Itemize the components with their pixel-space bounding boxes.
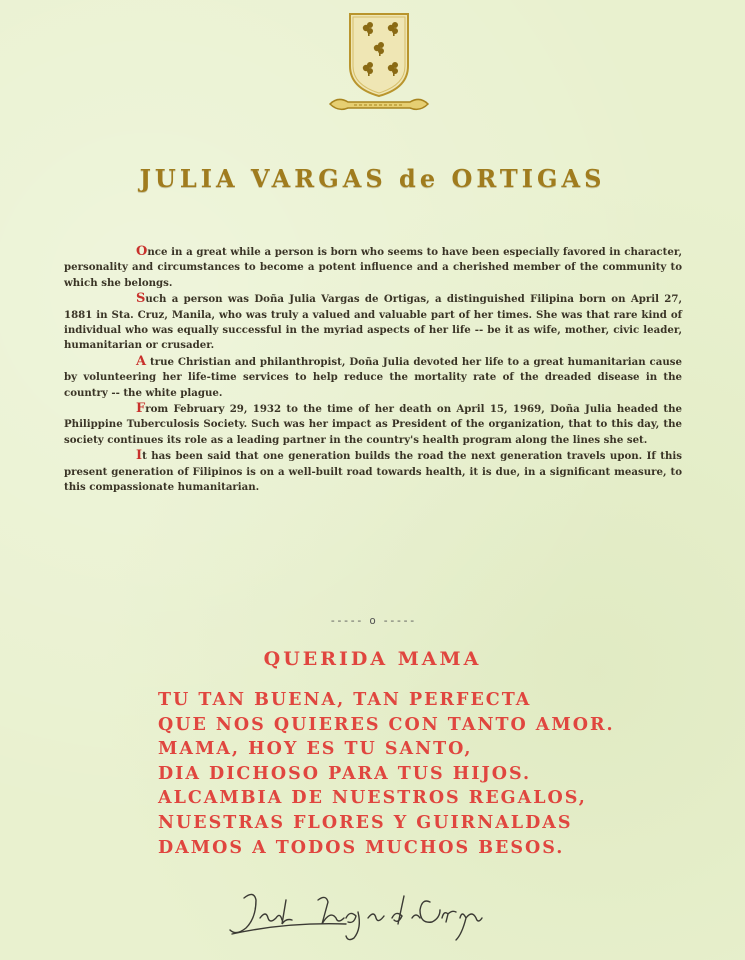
poem-verse (158, 688, 618, 860)
poem-line: NUESTRAS FLORES Y GUIRNALDAS (158, 812, 573, 833)
poem-title: QUERIDA MAMA (263, 648, 482, 670)
paragraph-text: true Christian and philanthropist, Doña Julia devoted her life to a great humanitarian cause by volunteering her life-time services to help reduce the mortality rate of the dreaded disease in the country -- the white plague. (64, 355, 682, 399)
paragraph (64, 354, 682, 401)
section-separator: ----- o ----- (329, 614, 416, 627)
paragraph (64, 448, 682, 495)
paragraph-text: t has been said that one generation builds the road the next generation travels upon. If this present generation of Filipinos is on a well-built road towards health, it is due, in a significant measure, to this compassionate humanitarian. (64, 450, 682, 494)
poem-line: ALCAMBIA DE NUESTROS REGALOS, (158, 788, 587, 809)
poem-line: QUE NOS QUIERES CON TANTO AMOR. (158, 714, 615, 735)
drop-cap: F (136, 401, 146, 417)
document-title: JULIA VARGAS de ORTIGAS (139, 164, 606, 193)
drop-cap: O (136, 244, 148, 259)
poem-line: DIA DICHOSO PARA TUS HIJOS. (158, 763, 532, 784)
paragraph-text: nce in a great while a person is born who seems to have been especially favored in character, personality and circumstances to become a potent influence and a cherished member of the community to which she belongs. (64, 246, 682, 289)
paragraph (64, 244, 682, 291)
coat-of-arms-emblem (324, 8, 434, 116)
paragraph (64, 291, 682, 354)
poem-line: DAMOS A TODOS MUCHOS BESOS. (158, 837, 565, 858)
poem-line: TU TAN BUENA, TAN PERFECTA (158, 690, 532, 710)
paragraph-text: rom February 29, 1932 to the time of her death on April 15, 1969, Doña Julia headed the Philippine Tuberculosis Society. Such was her impact as President of the organization, that to this day, the society continues its role as a leading partner in the country's health program along the lines she set. (64, 403, 682, 446)
paragraph (64, 401, 682, 448)
handwritten-signature (226, 888, 488, 944)
drop-cap: S (136, 291, 146, 307)
drop-cap: I (136, 448, 143, 464)
poem-line: MAMA, HOY ES TU SANTO, (158, 739, 473, 760)
drop-cap: A (136, 353, 147, 369)
biography-text (64, 244, 682, 496)
paragraph-text: uch a person was Doña Julia Vargas de Ortigas, a distinguished Filipina born on April 27, 1881 in Sta. Cruz, Manila, who was truly a valued and valuable part of her times. She was that rare kind of individual who was equally successful in the myriad aspects of her life -- be it as wife, mother, civic leader, humanitarian or crusader. (64, 293, 682, 352)
